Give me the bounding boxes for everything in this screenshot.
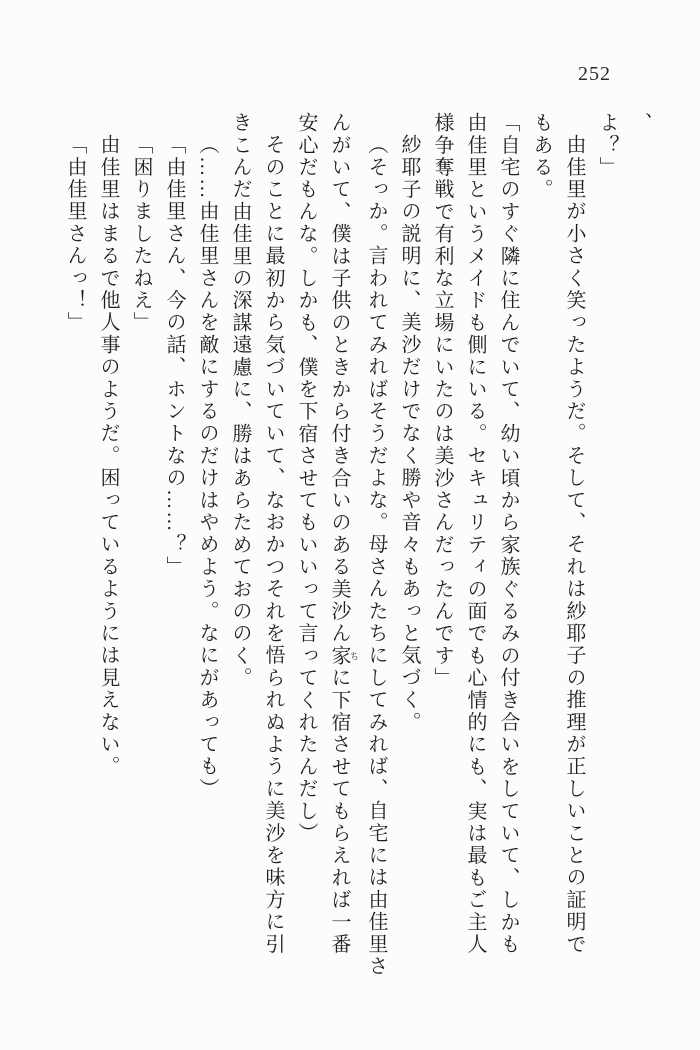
text-line: よ？」 (596, 112, 618, 179)
text-line: 「由佳里さん、今の話、ホントなの……？」 (163, 134, 185, 578)
text-line: 由佳里が小さく笑ったようだ。そして、それは紗耶子の推理が正しいことの証明で (563, 134, 585, 956)
text-line: きこんだ由佳里の深謀遠慮に、勝はあらためておののく。 (229, 112, 251, 690)
ruby-annotated-word: 家 ち (328, 644, 359, 668)
text-line: 由佳里はまるで他人事のようだ。困っているようには見えない。 (97, 134, 119, 778)
text-line: 様争奪戦で有利な立場にいたのは美沙さんだったんです」 (431, 112, 453, 690)
text-line: 紗耶子の説明に、美沙だけでなく勝や音々もあっと気づく。 (398, 134, 420, 734)
text-line: んがいて、僕は子供のときから付き合いのある美沙ん家 ちに下宿させてもらえれば一番 (328, 112, 359, 956)
text-line: 由佳里というメイドも側にいる。セキュリティの面でも心情的にも、実は最もご主人 (464, 112, 486, 956)
text-line: 安心だもんな。しかも、僕を下宿させてもいいって言ってくれたんだし） (295, 112, 317, 845)
text-line: 「自宅のすぐ隣に住んでいて、幼い頃から家族ぐるみの付き合いをしていて、しかも (497, 112, 519, 956)
text-line: 「困りましたねえ」 (130, 134, 152, 334)
text-line: 「由佳里さんっ！」 (64, 134, 86, 334)
text-line: （そっか。言われてみればそうだよな。母さんたちにしてみれば、自宅には由佳里さ (365, 134, 387, 978)
text-line: そのことに最初から気づいていて、なおかつそれを悟られぬように美沙を味方に引 (262, 134, 284, 956)
text-line: （……由佳里さんを敵にするのだけはやめよう。なにがあっても） (196, 134, 218, 800)
text-line: もある。 (530, 112, 552, 201)
page-number: 252 (578, 63, 611, 85)
vertical-text-block (58, 112, 656, 992)
text-line: 、 (629, 112, 651, 135)
